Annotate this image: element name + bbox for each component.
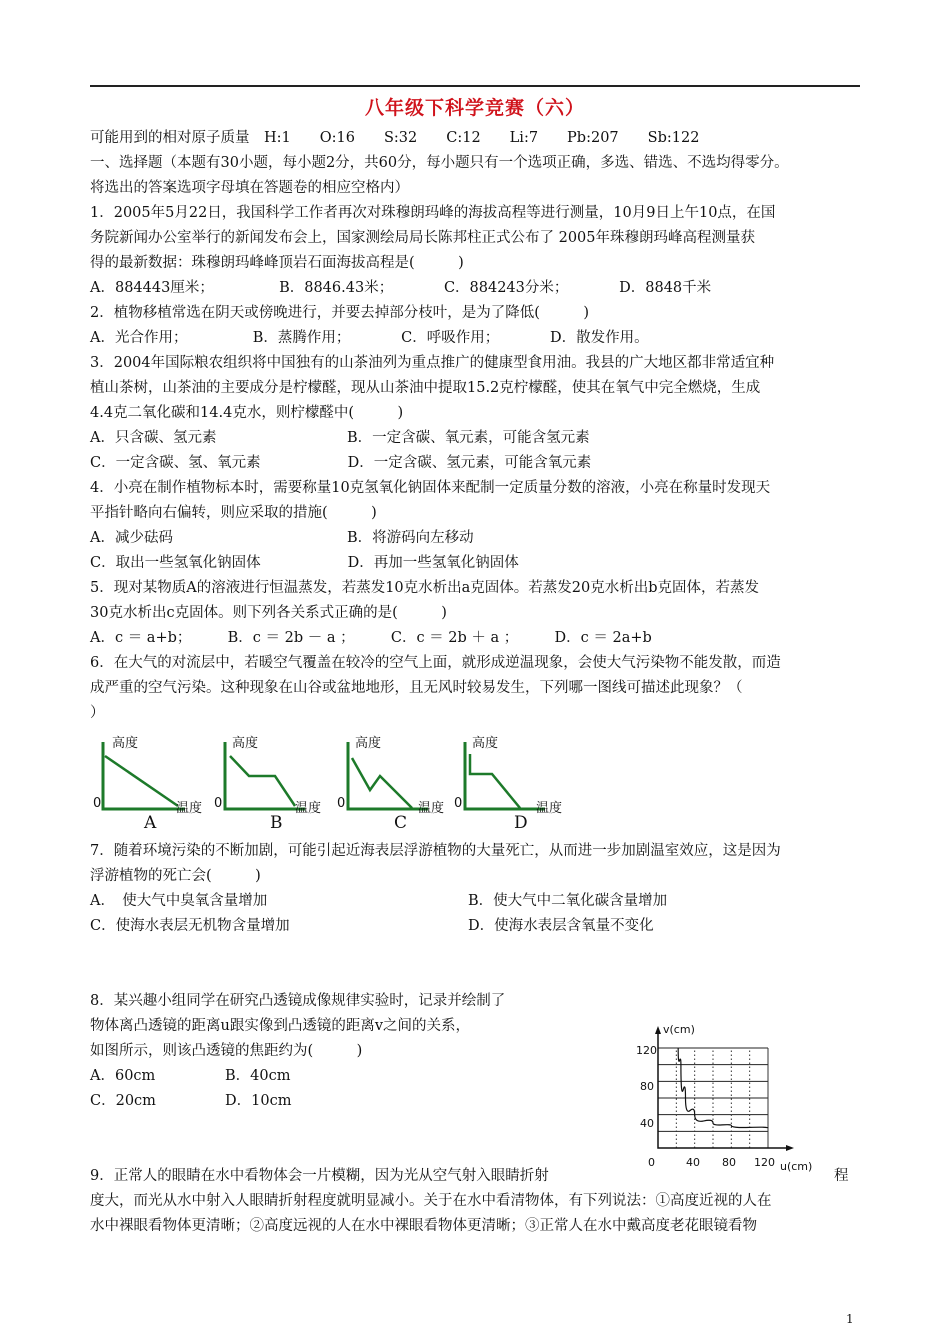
q8-option-d: D．10cm bbox=[225, 1093, 292, 1109]
q4-options: C．取出一些氢氧化钠固体 D．再加一些氢氧化钠固体 bbox=[90, 555, 519, 571]
q7-option-a: A． 使大气中臭氧含量增加 bbox=[90, 893, 268, 909]
x-tick-label: 40 bbox=[686, 1156, 700, 1169]
q8-option-a: A．60cm bbox=[90, 1068, 156, 1084]
page-number: 1 bbox=[846, 1312, 854, 1326]
lens-chart-curve bbox=[678, 1048, 768, 1128]
graph-c-y-label: 高度 bbox=[355, 736, 382, 751]
graph-a-origin: 0 bbox=[93, 796, 102, 811]
section-instructions-cont: 将选出的答案选项字母填在答题卷的相应空格内） bbox=[90, 180, 409, 196]
graph-b-y-label: 高度 bbox=[232, 736, 259, 751]
q1-stem: 1．2005年5月22日，我国科学工作者再次对珠穆朗玛峰的海拔高程等进行测量，10月9日上午10点，在国 bbox=[90, 205, 776, 221]
q6-stem: ） bbox=[90, 705, 105, 721]
x-tick-label: 120 bbox=[754, 1156, 775, 1169]
q4-stem: 平指针略向右偏转，则应采取的措施( ) bbox=[90, 505, 377, 521]
q8-stem: 8．某兴趣小组同学在研究凸透镜成像规律实验时，记录并绘制了 bbox=[90, 993, 506, 1009]
atomic-mass-line: 可能用到的相对原子质量 H:1 O:16 S:32 C:12 Li:7 Pb:207 Sb:122 bbox=[90, 130, 700, 146]
q9-stem-tail: 程 bbox=[834, 1168, 849, 1184]
q9-stem: 9．正常人的眼睛在水中看物体会一片模糊，因为光从空气射入眼睛折射 bbox=[90, 1168, 549, 1184]
q3-options: A．只含碳、氢元素 B．一定含碳、氧元素，可能含氢元素 bbox=[90, 430, 590, 446]
q3-stem: 植山茶树，山茶油的主要成分是柠檬醛，现从山茶油中提取15.2克柠檬醛，使其在氧气中完全燃烧，生成 bbox=[90, 380, 761, 396]
graph-c-origin: 0 bbox=[337, 796, 346, 811]
graph-d-letter: D bbox=[514, 813, 528, 833]
q8-option-c: C．20cm bbox=[90, 1093, 156, 1109]
y-tick-label: 80 bbox=[640, 1080, 654, 1093]
lens-chart-x-label: u(cm) bbox=[780, 1160, 813, 1173]
q3-stem: 4.4克二氧化碳和14.4克水，则柠檬醛中( ) bbox=[90, 405, 404, 421]
graph-d bbox=[454, 735, 562, 833]
graph-d-y-label: 高度 bbox=[472, 736, 499, 751]
q9-stem: 度大，而光从水中射入人眼睛折射程度就明显减小。关于在水中看清物体，有下列说法：①高度近视的人在 bbox=[90, 1193, 772, 1209]
header-rule bbox=[90, 85, 860, 87]
q7-stem: 浮游植物的死亡会( ) bbox=[90, 868, 261, 884]
q8-stem: 如图所示，则该凸透镜的焦距约为( ) bbox=[90, 1043, 363, 1059]
x-tick-label: 0 bbox=[648, 1156, 655, 1169]
q6-graphs bbox=[90, 732, 610, 837]
graph-c-x-label: 温度 bbox=[418, 801, 445, 816]
q2-options: A．光合作用； B．蒸腾作用； C．呼吸作用； D．散发作用。 bbox=[90, 330, 649, 346]
q7-stem: 7．随着环境污染的不断加剧，可能引起近海表层浮游植物的大量死亡，从而进一步加剧温室效应，这是因为 bbox=[90, 843, 781, 859]
q4-options: A．减少砝码 B．将游码向左移动 bbox=[90, 530, 474, 546]
q8-stem: 物体离凸透镜的距离u跟实像到凸透镜的距离v之间的关系， bbox=[90, 1018, 471, 1034]
q1-options: A．884443厘米； B．8846.43米； C．884243分米； D．8848千米 bbox=[90, 280, 712, 296]
q5-stem: 5．现对某物质A的溶液进行恒温蒸发，若蒸发10克水析出a克固体。若蒸发20克水析出b克固体，若蒸发 bbox=[90, 580, 760, 596]
graph-d-origin: 0 bbox=[454, 796, 463, 811]
y-axis-arrow bbox=[655, 1026, 661, 1034]
section-instructions: 一、选择题（本题有30小题，每小题2分，共60分，每小题只有一个选项正确，多选、错选、不选均得零分。 bbox=[90, 155, 789, 171]
q8-option-b: B．40cm bbox=[225, 1068, 291, 1084]
q1-stem: 务院新闻办公室举行的新闻发布会上，国家测绘局局长陈邦柱正式公布了 2005年珠穆朗玛峰高程测量获 bbox=[90, 230, 756, 246]
q6-stem: 6．在大气的对流层中，若暖空气覆盖在较冷的空气上面，就形成逆温现象，会使大气污染物不能发散，而造 bbox=[90, 655, 781, 671]
q7-option-b: B．使大气中二氧化碳含量增加 bbox=[468, 893, 668, 909]
page-title: 八年级下科学竞赛（六） bbox=[364, 97, 585, 119]
q3-stem: 3．2004年国际粮农组织将中国独有的山茶油列为重点推广的健康型食用油。我县的广大地区都非常适宜种 bbox=[90, 355, 775, 371]
graph-c bbox=[337, 735, 444, 833]
lens-chart bbox=[630, 1020, 830, 1175]
graph-a-x-label: 温度 bbox=[176, 801, 203, 816]
q5-stem: 30克水析出c克固体。则下列各关系式正确的是( ) bbox=[90, 605, 447, 621]
graph-a-letter: A bbox=[144, 813, 157, 833]
q5-options: A．c ＝ a+b； B．c ＝ 2b － a ； C．c ＝ 2b ＋ a ； D．c ＝ 2a+b bbox=[90, 630, 652, 646]
y-tick-label: 40 bbox=[640, 1117, 654, 1130]
q7-option-d: D．使海水表层含氧量不变化 bbox=[468, 918, 654, 934]
y-tick-label: 120 bbox=[636, 1044, 657, 1057]
graph-b-x-label: 温度 bbox=[295, 801, 322, 816]
x-axis-arrow bbox=[786, 1145, 794, 1151]
q4-stem: 4．小亮在制作植物标本时，需要称量10克氢氧化钠固体来配制一定质量分数的溶液，小亮在称量时发现天 bbox=[90, 480, 771, 496]
lens-chart-y-label: v(cm) bbox=[663, 1023, 695, 1036]
q7-option-c: C．使海水表层无机物含量增加 bbox=[90, 918, 290, 934]
q1-stem: 得的最新数据：珠穆朗玛峰峰顶岩石面海拔高程是( ) bbox=[90, 255, 464, 271]
graph-b bbox=[214, 735, 321, 833]
q2-stem: 2．植物移植常选在阴天或傍晚进行，并要去掉部分枝叶，是为了降低( ) bbox=[90, 305, 590, 321]
graph-b-letter: B bbox=[270, 813, 283, 833]
x-tick-label: 80 bbox=[722, 1156, 736, 1169]
graph-b-origin: 0 bbox=[214, 796, 223, 811]
graph-a bbox=[93, 735, 202, 833]
lens-chart-grid bbox=[658, 1048, 768, 1148]
q3-options: C．一定含碳、氢、氧元素 D．一定含碳、氢元素，可能含氧元素 bbox=[90, 455, 592, 471]
q6-stem: 成严重的空气污染。这种现象在山谷或盆地地形，且无风时较易发生，下列哪一图线可描述此现象？（ bbox=[90, 680, 743, 696]
graph-c-letter: C bbox=[394, 813, 408, 833]
graph-d-x-label: 温度 bbox=[536, 801, 563, 816]
q9-stem: 水中裸眼看物体更清晰；②高度远视的人在水中裸眼看物体更清晰；③正常人在水中戴高度老花眼镜看物 bbox=[90, 1218, 757, 1234]
graph-a-y-label: 高度 bbox=[112, 736, 139, 751]
